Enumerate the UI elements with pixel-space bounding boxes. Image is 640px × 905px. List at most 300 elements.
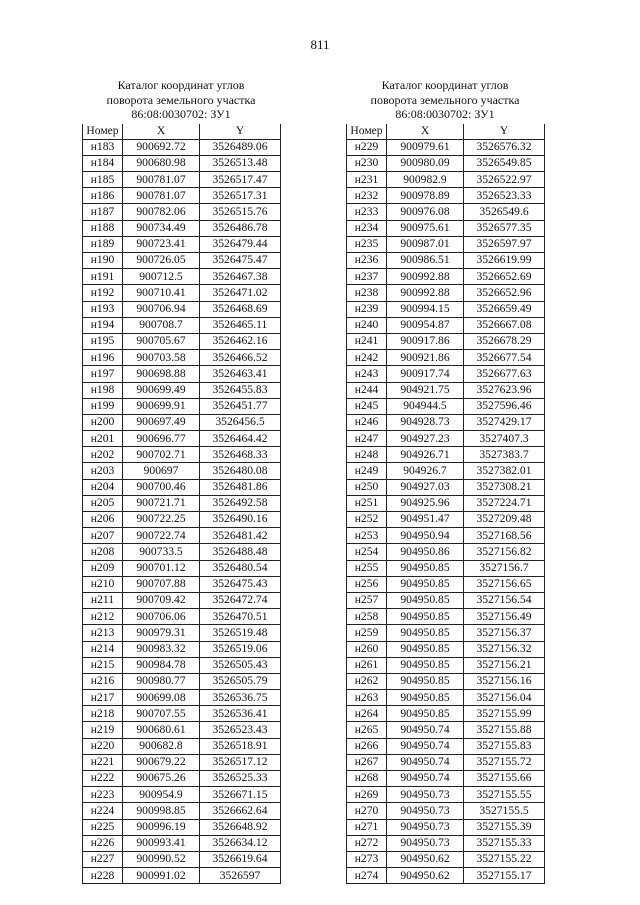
cell-x: 900781.07 (123, 172, 200, 188)
table-row (83, 754, 281, 770)
cell-x: 900726.05 (123, 253, 200, 269)
cell-number: н184 (83, 155, 123, 171)
table-row (347, 172, 545, 188)
cell-x: 900979.31 (123, 625, 200, 641)
cell-x: 900782.06 (123, 204, 200, 220)
cell-number: н211 (83, 592, 123, 608)
table-row (83, 447, 281, 463)
cell-number: н247 (347, 431, 387, 447)
table-row (347, 350, 545, 366)
table-row (83, 722, 281, 738)
table-row (347, 673, 545, 689)
cell-number: н229 (347, 139, 387, 155)
table-row (347, 754, 545, 770)
cell-x: 900699.08 (123, 690, 200, 706)
cell-x: 900712.5 (123, 269, 200, 285)
cell-x: 904950.85 (387, 690, 464, 706)
cell-x: 900700.46 (123, 479, 200, 495)
table-header-row (83, 124, 281, 140)
table-row (83, 528, 281, 544)
cell-number: н228 (83, 868, 123, 884)
table-row (83, 690, 281, 706)
cell-number: н250 (347, 479, 387, 495)
cell-y: 3526577.35 (464, 220, 545, 236)
table-row (83, 301, 281, 317)
cell-x: 904950.85 (387, 609, 464, 625)
table-row (83, 803, 281, 819)
table-row (347, 463, 545, 479)
cell-x: 900980.77 (123, 673, 200, 689)
cell-y: 3526486.78 (200, 220, 281, 236)
cell-number: н192 (83, 285, 123, 301)
cell-number: н198 (83, 382, 123, 398)
cell-number: н238 (347, 285, 387, 301)
cell-y: 3527224.71 (464, 495, 545, 511)
table-row (347, 333, 545, 349)
table-row (347, 657, 545, 673)
cell-y: 3526488.48 (200, 544, 281, 560)
cell-y: 3527623.96 (464, 382, 545, 398)
coordinates-table (346, 124, 545, 885)
cell-y: 3526490.16 (200, 512, 281, 528)
cell-y: 3526671.15 (200, 787, 281, 803)
cell-y: 3527209.48 (464, 512, 545, 528)
cell-y: 3526462.16 (200, 333, 281, 349)
cell-number: н224 (83, 803, 123, 819)
cell-number: н213 (83, 625, 123, 641)
table-row (347, 576, 545, 592)
cell-x: 900675.26 (123, 771, 200, 787)
table-row (347, 771, 545, 787)
cell-number: н195 (83, 333, 123, 349)
cell-x: 900921.86 (387, 350, 464, 366)
cell-number: н253 (347, 528, 387, 544)
cell-number: н222 (83, 771, 123, 787)
cell-x: 900701.12 (123, 560, 200, 576)
cell-x: 900699.91 (123, 398, 200, 414)
cell-x: 904925.96 (387, 495, 464, 511)
table-row (347, 722, 545, 738)
cell-number: н203 (83, 463, 123, 479)
cell-number: н234 (347, 220, 387, 236)
cell-number: н214 (83, 641, 123, 657)
cell-y: 3527156.49 (464, 609, 545, 625)
cell-number: н264 (347, 706, 387, 722)
cell-y: 3526536.41 (200, 706, 281, 722)
table-row (347, 431, 545, 447)
cell-number: н201 (83, 431, 123, 447)
cell-x: 904950.74 (387, 771, 464, 787)
table-row (83, 738, 281, 754)
table-row (347, 253, 545, 269)
cell-x: 904944.5 (387, 398, 464, 414)
cell-y: 3527155.55 (464, 787, 545, 803)
cell-x: 900979.61 (387, 139, 464, 155)
cell-y: 3526549.6 (464, 204, 545, 220)
cell-x: 904950.85 (387, 560, 464, 576)
cell-number: н204 (83, 479, 123, 495)
cell-number: н205 (83, 495, 123, 511)
cell-x: 900975.61 (387, 220, 464, 236)
cell-x: 904927.23 (387, 431, 464, 447)
cell-y: 3526652.69 (464, 269, 545, 285)
catalog-left (82, 78, 280, 884)
cell-x: 904927.03 (387, 479, 464, 495)
cell-number: н196 (83, 350, 123, 366)
catalog-caption (346, 78, 544, 122)
cell-x: 900721.71 (123, 495, 200, 511)
cell-y: 3527168.56 (464, 528, 545, 544)
cell-y: 3527383.7 (464, 447, 545, 463)
cell-y: 3526536.75 (200, 690, 281, 706)
table-row (83, 333, 281, 349)
cell-y: 3526662.64 (200, 803, 281, 819)
table-row (83, 625, 281, 641)
cell-y: 3527156.82 (464, 544, 545, 560)
table-row (347, 382, 545, 398)
table-row (347, 447, 545, 463)
table-row (83, 269, 281, 285)
cell-number: н230 (347, 155, 387, 171)
cell-y: 3526505.79 (200, 673, 281, 689)
cell-y: 3527156.04 (464, 690, 545, 706)
table-row (83, 236, 281, 252)
cell-y: 3527596.46 (464, 398, 545, 414)
cell-x: 900987.01 (387, 236, 464, 252)
cell-y: 3526471.02 (200, 285, 281, 301)
cell-number: н193 (83, 301, 123, 317)
cell-x: 900680.61 (123, 722, 200, 738)
cell-x: 900723.41 (123, 236, 200, 252)
table-row (347, 204, 545, 220)
table-row (347, 479, 545, 495)
table-row (83, 495, 281, 511)
cell-y: 3526451.77 (200, 398, 281, 414)
cell-x: 900982.9 (387, 172, 464, 188)
cell-x: 904950.74 (387, 722, 464, 738)
catalog-caption (82, 78, 280, 122)
caption-line: поворота земельного участка (370, 92, 520, 107)
table-row (83, 285, 281, 301)
table-row (347, 819, 545, 835)
cell-y: 3526597 (200, 868, 281, 884)
cell-y: 3527155.22 (464, 851, 545, 867)
table-row (83, 398, 281, 414)
cell-y: 3526467.38 (200, 269, 281, 285)
table-row (347, 868, 545, 884)
table-header-row (347, 124, 545, 140)
cell-y: 3526479.44 (200, 236, 281, 252)
table-row (347, 139, 545, 155)
cell-y: 3526464.42 (200, 431, 281, 447)
cell-number: н215 (83, 657, 123, 673)
cell-number: н243 (347, 366, 387, 382)
cell-number: н263 (347, 690, 387, 706)
table-row (83, 673, 281, 689)
cell-y: 3526678.29 (464, 333, 545, 349)
cell-x: 900998.85 (123, 803, 200, 819)
cell-number: н185 (83, 172, 123, 188)
cell-y: 3526634.12 (200, 835, 281, 851)
cell-number: н272 (347, 835, 387, 851)
caption-line: поворота земельного участка (106, 92, 256, 107)
cell-y: 3526489.06 (200, 139, 281, 155)
cell-x: 900917.74 (387, 366, 464, 382)
table-row (83, 414, 281, 430)
cell-x: 904950.85 (387, 576, 464, 592)
cell-x: 900976.08 (387, 204, 464, 220)
cell-number: н236 (347, 253, 387, 269)
cell-y: 3526455.83 (200, 382, 281, 398)
cell-y: 3527155.99 (464, 706, 545, 722)
cell-x: 900722.25 (123, 512, 200, 528)
header-y: Y (200, 124, 281, 140)
cell-x: 900682.8 (123, 738, 200, 754)
cell-x: 900680.98 (123, 155, 200, 171)
cell-x: 904950.73 (387, 835, 464, 851)
cell-x: 904951.47 (387, 512, 464, 528)
table-row (347, 625, 545, 641)
table-row (83, 463, 281, 479)
cell-x: 900983.32 (123, 641, 200, 657)
page-number: 811 (310, 37, 330, 52)
cell-number: н233 (347, 204, 387, 220)
cell-number: н261 (347, 657, 387, 673)
cell-number: н257 (347, 592, 387, 608)
header-number: Номер (347, 124, 387, 140)
table-body (83, 139, 281, 884)
table-row (83, 139, 281, 155)
table-row (83, 835, 281, 851)
cell-x: 904950.85 (387, 657, 464, 673)
cell-number: н202 (83, 447, 123, 463)
cell-y: 3526667.08 (464, 317, 545, 333)
cell-number: н225 (83, 819, 123, 835)
cell-number: н270 (347, 803, 387, 819)
table-row (83, 253, 281, 269)
cell-y: 3527155.33 (464, 835, 545, 851)
cell-x: 904950.85 (387, 592, 464, 608)
cell-number: н200 (83, 414, 123, 430)
cell-number: н186 (83, 188, 123, 204)
cell-x: 900708.7 (123, 317, 200, 333)
table-row (347, 155, 545, 171)
cell-number: н220 (83, 738, 123, 754)
cell-x: 900734.49 (123, 220, 200, 236)
cell-number: н265 (347, 722, 387, 738)
table-row (83, 172, 281, 188)
cell-y: 3526468.33 (200, 447, 281, 463)
cell-y: 3526468.69 (200, 301, 281, 317)
cell-x: 900710.41 (123, 285, 200, 301)
table-row (347, 220, 545, 236)
table-row (83, 576, 281, 592)
cell-y: 3526517.47 (200, 172, 281, 188)
cell-x: 900992.88 (387, 269, 464, 285)
cell-number: н273 (347, 851, 387, 867)
cell-number: н239 (347, 301, 387, 317)
cell-y: 3527156.7 (464, 560, 545, 576)
cell-y: 3527156.65 (464, 576, 545, 592)
cell-number: н262 (347, 673, 387, 689)
cell-y: 3526465.11 (200, 317, 281, 333)
cell-x: 900707.88 (123, 576, 200, 592)
cell-y: 3526519.06 (200, 641, 281, 657)
cell-number: н188 (83, 220, 123, 236)
cell-y: 3526515.76 (200, 204, 281, 220)
table-row (347, 787, 545, 803)
cell-number: н241 (347, 333, 387, 349)
cell-x: 900980.09 (387, 155, 464, 171)
caption-line: 86:08:0030702: ЗУ1 (395, 107, 495, 121)
cell-y: 3526523.33 (464, 188, 545, 204)
cell-y: 3526677.54 (464, 350, 545, 366)
table-row (347, 706, 545, 722)
cell-x: 904950.73 (387, 803, 464, 819)
cell-y: 3526492.58 (200, 495, 281, 511)
cell-number: н271 (347, 819, 387, 835)
cell-x: 904950.86 (387, 544, 464, 560)
table-row (83, 204, 281, 220)
table-row (347, 609, 545, 625)
table-row (83, 317, 281, 333)
cell-x: 900993.41 (123, 835, 200, 851)
cell-x: 900781.07 (123, 188, 200, 204)
cell-x: 900679.22 (123, 754, 200, 770)
cell-number: н252 (347, 512, 387, 528)
table-row (347, 560, 545, 576)
cell-x: 900705.67 (123, 333, 200, 349)
table-row (83, 819, 281, 835)
table-row (83, 641, 281, 657)
cell-y: 3526648.92 (200, 819, 281, 835)
cell-number: н227 (83, 851, 123, 867)
cell-x: 900702.71 (123, 447, 200, 463)
cell-x: 904950.85 (387, 706, 464, 722)
cell-number: н217 (83, 690, 123, 706)
cell-y: 3526576.32 (464, 139, 545, 155)
cell-y: 3526619.64 (200, 851, 281, 867)
cell-x: 904926.71 (387, 447, 464, 463)
table-row (347, 414, 545, 430)
cell-x: 900990.52 (123, 851, 200, 867)
cell-number: н248 (347, 447, 387, 463)
cell-y: 3526472.74 (200, 592, 281, 608)
cell-y: 3526505.43 (200, 657, 281, 673)
cell-y: 3526522.97 (464, 172, 545, 188)
cell-y: 3526475.43 (200, 576, 281, 592)
cell-y: 3527155.83 (464, 738, 545, 754)
cell-number: н197 (83, 366, 123, 382)
cell-y: 3526619.99 (464, 253, 545, 269)
cell-number: н206 (83, 512, 123, 528)
cell-number: н194 (83, 317, 123, 333)
cell-number: н267 (347, 754, 387, 770)
cell-number: н244 (347, 382, 387, 398)
cell-y: 3526517.31 (200, 188, 281, 204)
cell-y: 3526517.12 (200, 754, 281, 770)
cell-y: 3526518.91 (200, 738, 281, 754)
cell-x: 904950.74 (387, 754, 464, 770)
cell-number: н260 (347, 641, 387, 657)
cell-number: н208 (83, 544, 123, 560)
cell-x: 900991.02 (123, 868, 200, 884)
table-row (347, 188, 545, 204)
table-row (83, 657, 281, 673)
cell-x: 900992.88 (387, 285, 464, 301)
cell-x: 904950.85 (387, 673, 464, 689)
cell-y: 3527429.17 (464, 414, 545, 430)
cell-number: н266 (347, 738, 387, 754)
cell-x: 900722.74 (123, 528, 200, 544)
cell-number: н237 (347, 269, 387, 285)
table-row (347, 269, 545, 285)
cell-number: н232 (347, 188, 387, 204)
table-row (83, 155, 281, 171)
cell-y: 3526652.96 (464, 285, 545, 301)
table-row (347, 803, 545, 819)
cell-number: н231 (347, 172, 387, 188)
catalog-right (346, 78, 544, 884)
cell-number: н240 (347, 317, 387, 333)
table-row (347, 738, 545, 754)
cell-y: 3526525.33 (200, 771, 281, 787)
cell-x: 904950.62 (387, 868, 464, 884)
header-x: X (387, 124, 464, 140)
table-row (83, 544, 281, 560)
cell-x: 900697 (123, 463, 200, 479)
cell-x: 904950.94 (387, 528, 464, 544)
cell-number: н268 (347, 771, 387, 787)
cell-number: н207 (83, 528, 123, 544)
table-row (347, 528, 545, 544)
cell-x: 900706.94 (123, 301, 200, 317)
cell-number: н209 (83, 560, 123, 576)
table-row (347, 641, 545, 657)
cell-y: 3527155.17 (464, 868, 545, 884)
cell-number: н226 (83, 835, 123, 851)
cell-number: н255 (347, 560, 387, 576)
caption-line: Каталог координат углов (117, 78, 245, 92)
cell-y: 3526513.48 (200, 155, 281, 171)
table-row (83, 592, 281, 608)
cell-x: 900707.55 (123, 706, 200, 722)
table-row (347, 317, 545, 333)
cell-x: 900996.19 (123, 819, 200, 835)
cell-x: 904950.85 (387, 625, 464, 641)
cell-number: н219 (83, 722, 123, 738)
cell-y: 3527407.3 (464, 431, 545, 447)
table-row (347, 285, 545, 301)
table-row (347, 495, 545, 511)
cell-x: 900706.06 (123, 609, 200, 625)
table-row (83, 868, 281, 884)
cell-x: 904950.74 (387, 738, 464, 754)
cell-number: н246 (347, 414, 387, 430)
cell-x: 904950.62 (387, 851, 464, 867)
cell-y: 3526549.85 (464, 155, 545, 171)
table-row (83, 431, 281, 447)
cell-y: 3527156.54 (464, 592, 545, 608)
cell-number: н191 (83, 269, 123, 285)
table-row (83, 851, 281, 867)
cell-x: 900696.77 (123, 431, 200, 447)
cell-y: 3527155.39 (464, 819, 545, 835)
cell-number: н189 (83, 236, 123, 252)
table-row (347, 398, 545, 414)
table-row (83, 609, 281, 625)
table-row (83, 787, 281, 803)
